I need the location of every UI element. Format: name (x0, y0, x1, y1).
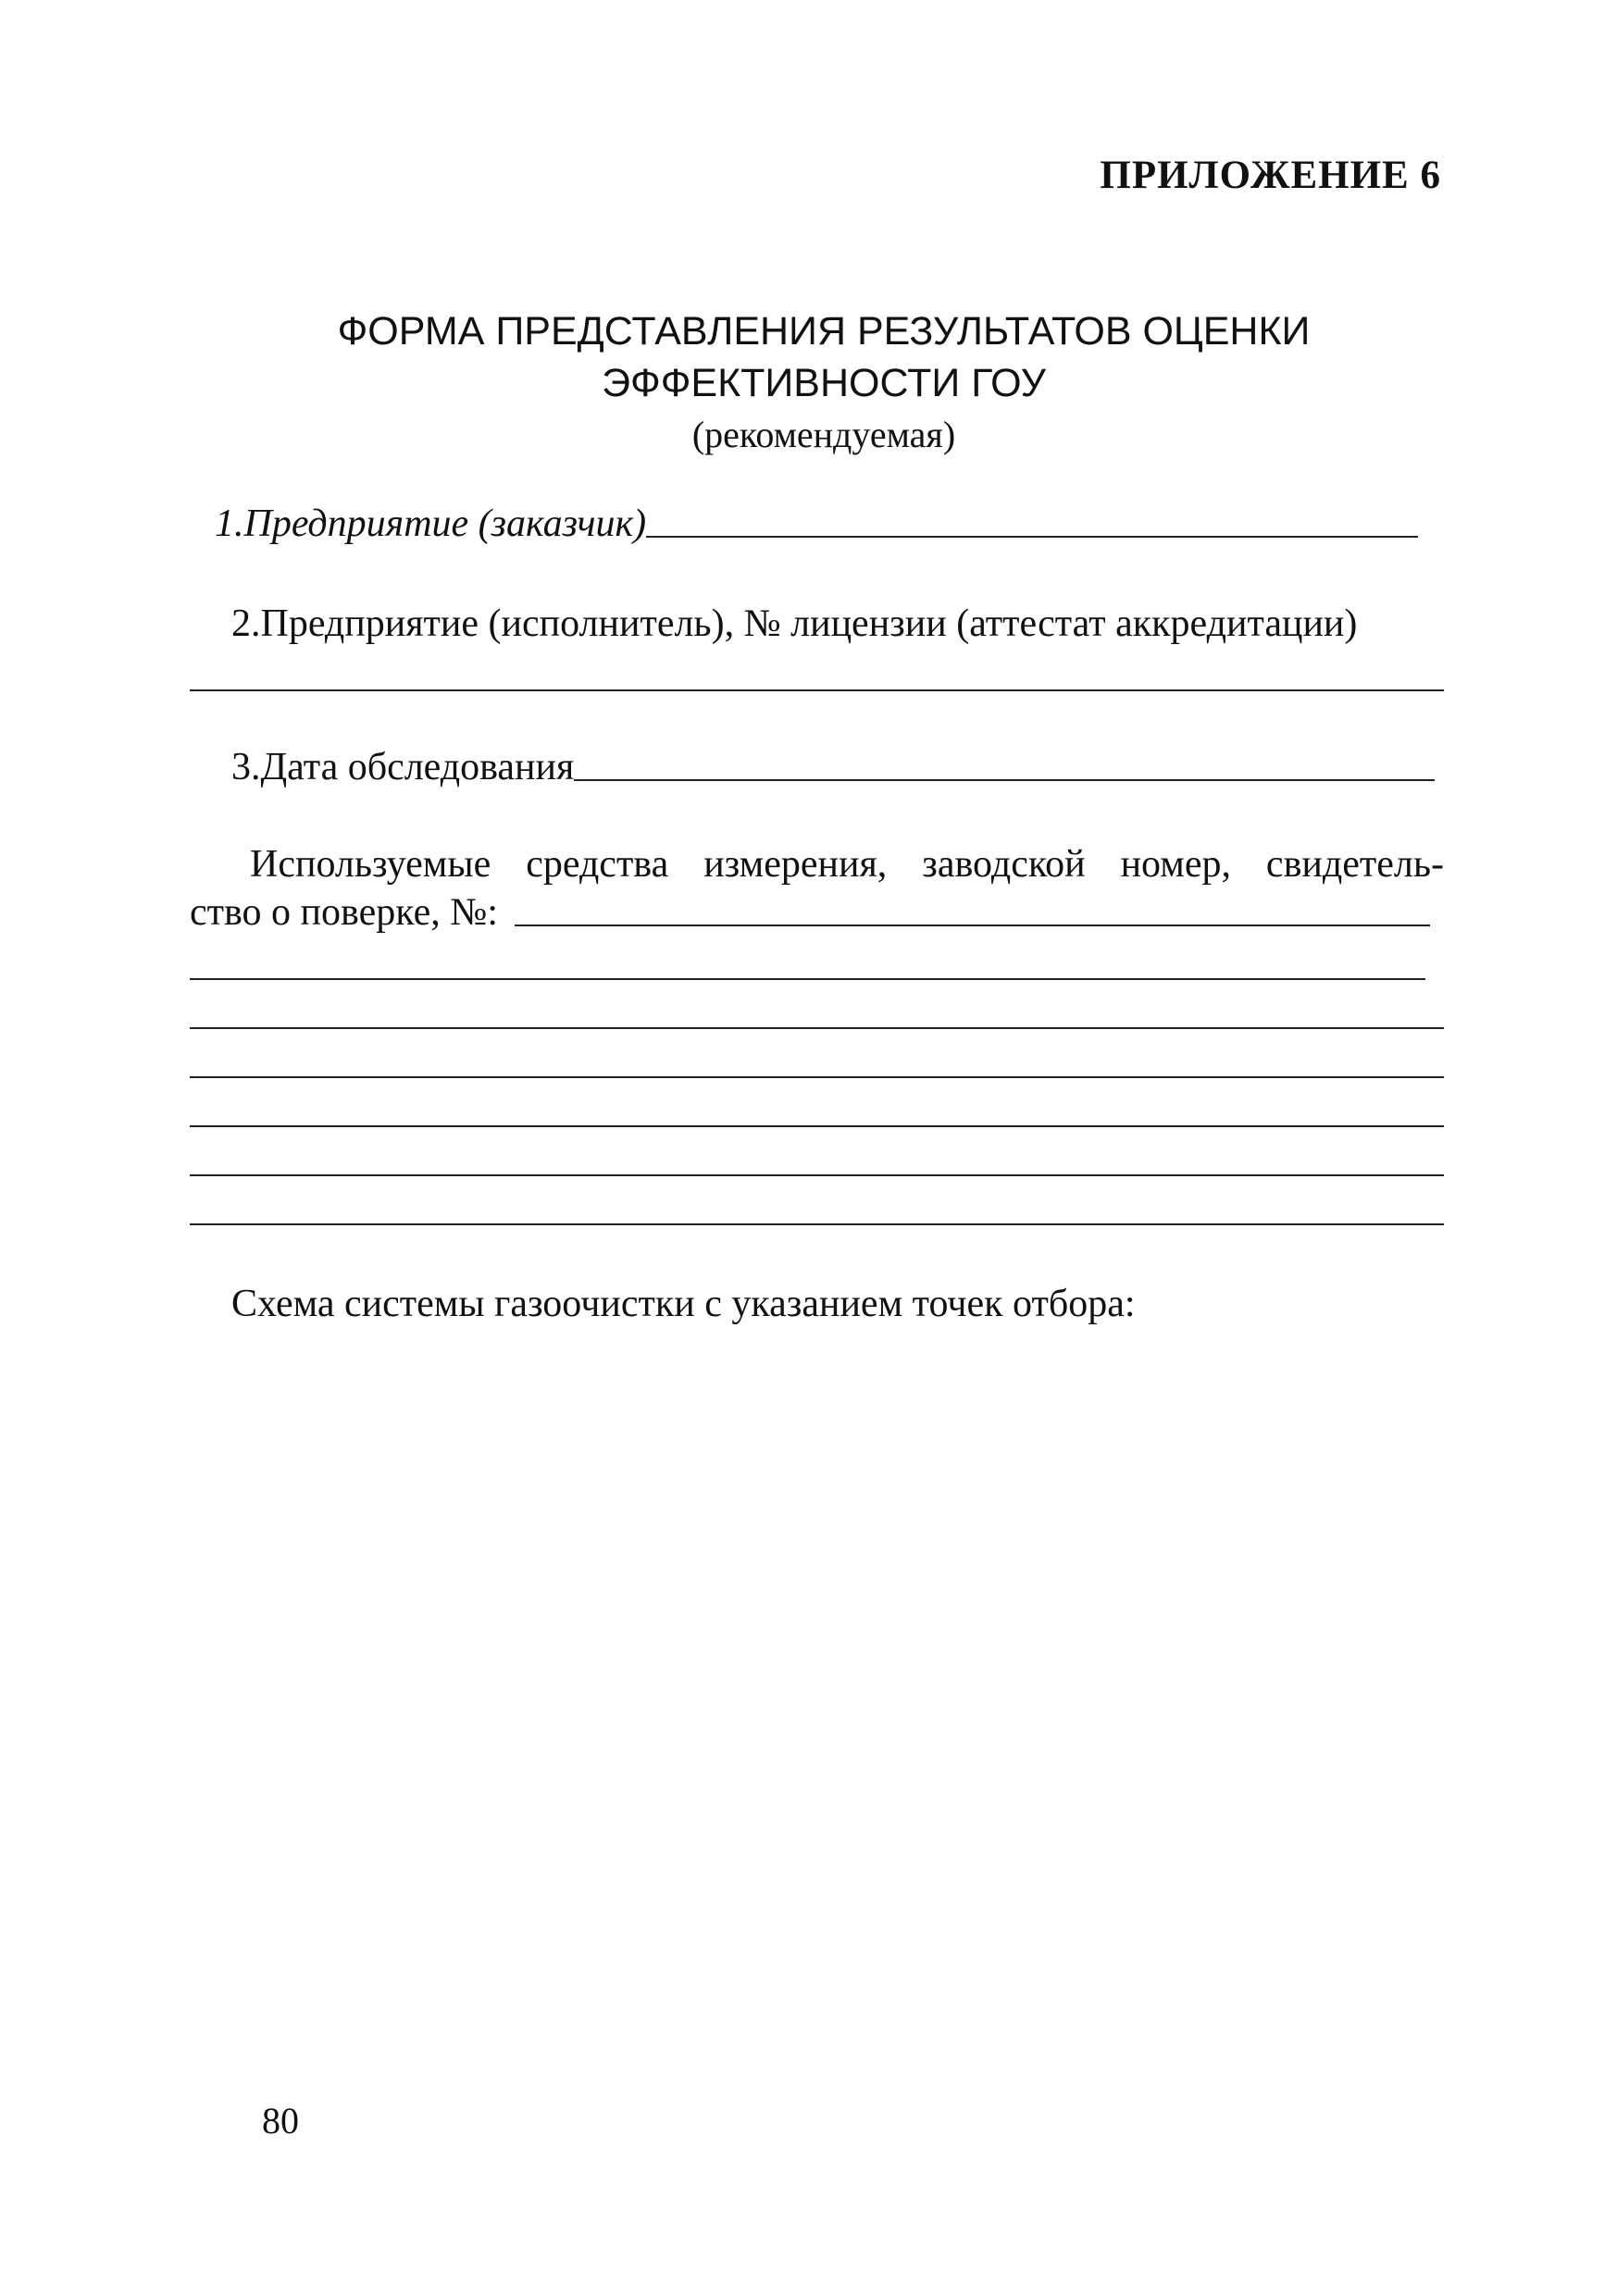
instruments-input-line[interactable] (515, 925, 1430, 926)
customer-field (215, 502, 1418, 546)
date-input-line[interactable] (574, 779, 1435, 781)
scheme-label: Схема системы газоочистки с указанием точек отбора: (231, 1283, 1136, 1325)
instruments-field (190, 890, 1430, 935)
blank-line-5[interactable] (190, 1174, 1444, 1176)
title-line-2: ЭФФЕКТИВНОСТИ ГОУ (602, 361, 1046, 405)
form-title (185, 305, 1462, 461)
instruments-line-1: Используемые средства измерения, заводской номер, свидетель- (250, 843, 1444, 886)
customer-input-line[interactable] (646, 536, 1418, 538)
customer-label: 1.Предприятие (заказчик) (215, 503, 647, 545)
title-line-1: ФОРМА ПРЕДСТАВЛЕНИЯ РЕЗУЛЬТАТОВ ОЦЕНКИ (337, 309, 1311, 354)
blank-line-2[interactable] (190, 1027, 1444, 1029)
date-label: 3.Дата обследования (231, 746, 575, 788)
scheme-field (231, 1282, 1435, 1326)
appendix-label: ПРИЛОЖЕНИЕ 6 (1100, 154, 1441, 197)
blank-line-6[interactable] (190, 1223, 1444, 1225)
title-subtitle: (рекомендуемая) (691, 414, 956, 455)
executor-input-line[interactable] (190, 689, 1444, 691)
executor-label: 2.Предприятие (исполнитель), № лицензии (аттестат аккредитации) (231, 602, 1358, 645)
instruments-paragraph (190, 840, 1444, 888)
instruments-line-2: ство о поверке, №: (190, 891, 498, 934)
blank-line-1[interactable] (190, 978, 1425, 980)
date-field (231, 745, 1435, 789)
blank-line-4[interactable] (190, 1125, 1444, 1127)
blank-line-3[interactable] (190, 1076, 1444, 1078)
page-number: 80 (262, 2100, 299, 2141)
executor-field (231, 602, 1444, 646)
